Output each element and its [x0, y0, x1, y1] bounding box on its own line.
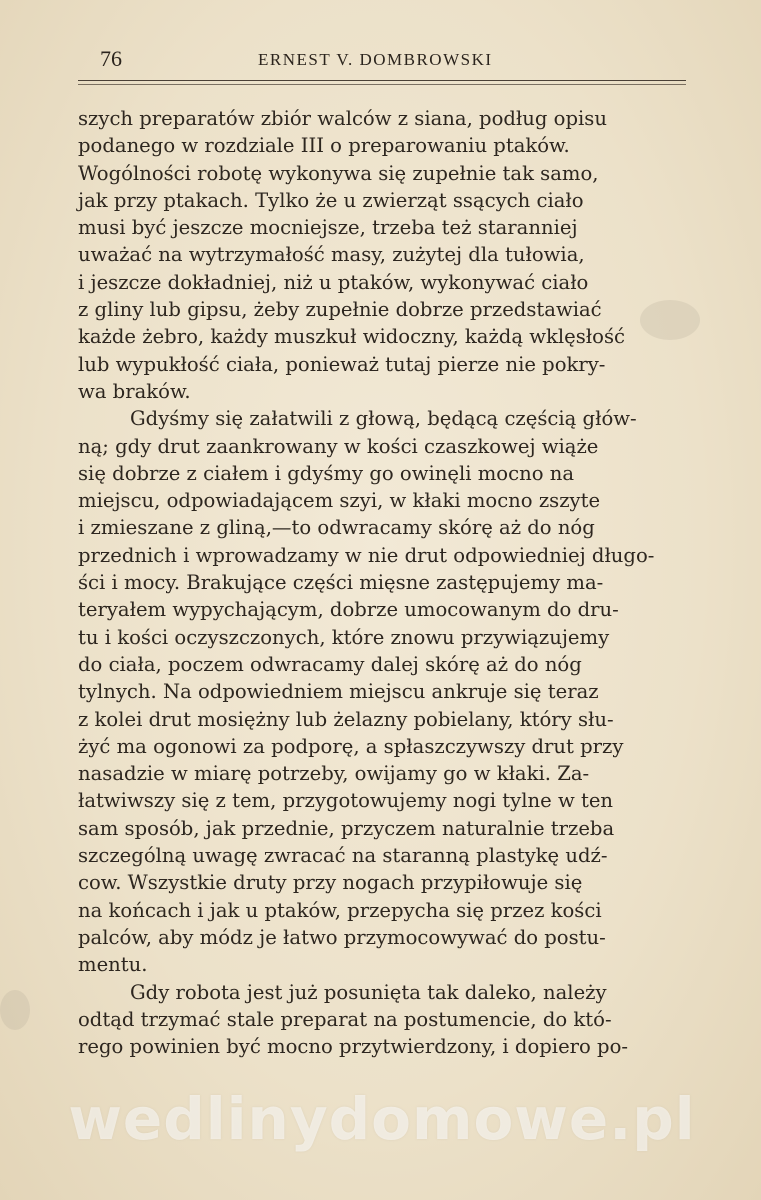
running-head [78, 44, 690, 74]
header-rule [78, 80, 686, 81]
running-title: ERNEST V. DOMBROWSKI [258, 50, 493, 69]
header-rule-thin [78, 84, 686, 85]
paper-stain [0, 990, 30, 1030]
watermark: wedlinydomowe.pl [68, 1085, 696, 1153]
paragraph: Gdyśmy się załatwili z głową, będącą częścią głów- ną; gdy drut zaankrowany w kości czaszkowej wiąże się dobrze z ciałem i gdyśmy go owinęli mocno na miejscu, odpowiadającem szyi, w kłaki mocno zszyte i zmieszane z gliną,—to odwracamy skórę aż do nóg przednich i wprowadzamy w nie drut odpowiedniej długo- ści i mocy. Brakujące części mięsne zastępujemy ma- teryałem wypychającym, dobrze umocowanym do dru- tu i kości oczyszczonych, które znowu przywiązujemy do ciała, poczem odwracamy dalej skórę aż do nóg tylnych. Na odpowiedniem miejscu ankruje się teraz z kolei drut mosiężny lub żelazny pobielany, który słu- żyć ma ogonowi za podporę, a spłaszczywszy drut przy nasadzie w miarę potrzeby, owijamy go w kłaki. Za- łatwiwszy się z tem, przygotowujemy nogi tylne w ten sam sposób, jak przednie, przyczem naturalnie trzeba szczególną uwagę zwracać na staranną plastykę udź- cow. Wszystkie druty przy nogach przypiłowuje się na końcach i jak u ptaków, przepycha się przez kości palców, aby módz je łatwo przymocowywać do postu- mentu. [78, 407, 655, 977]
page-number: 76 [100, 46, 122, 71]
paragraph: Gdy robota jest już posunięta tak daleko, należy odtąd trzymać stale preparat na postumencie, do któ- rego powinien być mocno przytwierdzony, i dopiero po- [78, 980, 629, 1059]
body-text [78, 105, 690, 1060]
paragraph: szych preparatów zbiór walców z siana, podług opisu podanego w rozdziale III o preparowaniu ptaków. Wogólności robotę wykonywa się zupełnie tak samo, jak przy ptakach. Tylko że u zwierząt ssących ciało musi być jeszcze mocniejsze, trzeba też staranniej uważać na wytrzymałość masy, zużytej dla tułowia, i jeszcze dokładniej, niż u ptaków, wykonywać ciało z gliny lub gipsu, żeby zupełnie dobrze przedstawiać każde żebro, każdy muszkuł widoczny, każdą wklęsłość lub wypukłość ciała, ponieważ tutaj pierze nie pokry- wa braków. [78, 107, 625, 403]
